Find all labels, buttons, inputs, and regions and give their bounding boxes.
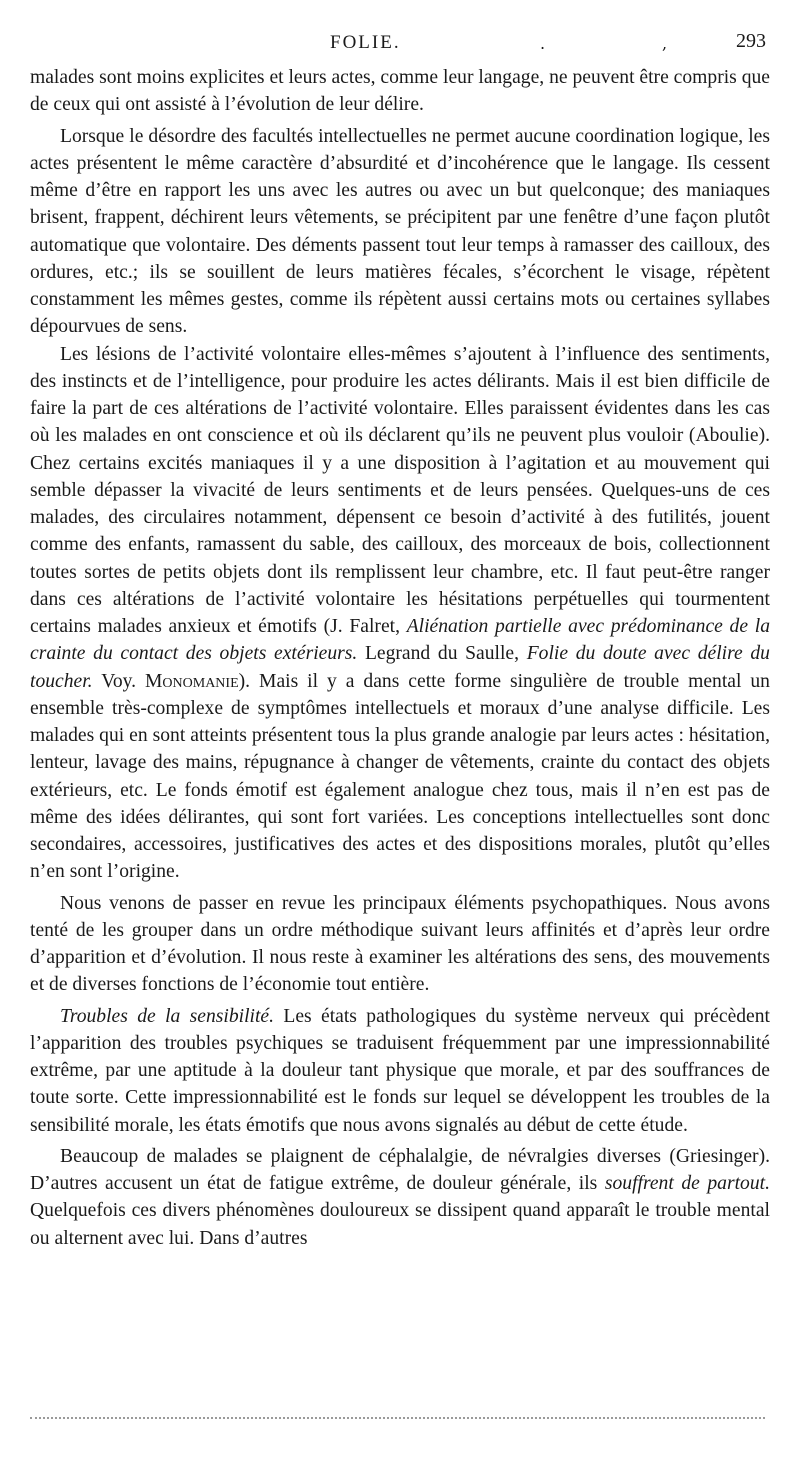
paragraph-text: ). Mais il y a dans cette forme singulière de trouble mental un ensemble très-complexe de symptômes intellectuels et moraux d’une analyse difficile. Les malades qui en sont atteints présentent tous la plus grande analogie par leurs actes : hésitation, lenteur, lavage des mains, répugnance à changer de vêtements, crainte du contact des objets extérieurs, etc. Le fonds émotif est également analogue chez tous, mais il n’en est pas de même des idées délirantes, qui sont fort variées. Les conceptions intellectuelles sont donc secondaires, accessoires, justificatives des actes et des dispositions morales, plutôt qu’elles n’en sont l’origine. xyxy=(30,670,770,883)
paragraph: Lorsque le désordre des facultés intellectuelles ne permet aucune coordination logique, les actes présentent le même caractère d’absurdité et d’incohérence que le langage. Ils cessent même d’être en rapport les uns avec les autres ou avec un but quelconque; des maniaques brisent, frappent, déchirent leurs vêtements, se précipitent par une fenêtre d’une façon plutôt automatique que volontaire. Des déments passent tout leur temps à ramasser des cailloux, des ordures, etc.; ils se souillent de leurs matières fécales, s’écorchent le visage, répètent constamment les mêmes gestes, comme ils répètent aussi certains mots ou certaines syllabes dépourvues de sens. xyxy=(30,125,770,338)
section-heading: Troubles de la sensibilité. xyxy=(60,1005,275,1027)
running-head: FOLIE. xyxy=(330,32,401,53)
emphasis: souffrent de partout. xyxy=(604,1173,770,1194)
paragraph-text: Legrand du Saulle, xyxy=(357,643,527,665)
paragraph xyxy=(30,341,770,886)
paragraph-text: Les lésions de l’activité volontaire elles-mêmes s’ajoutent à l’influence des sentiments, des instincts et de l’intelligence, pour produire les actes délirants. Mais il est bien difficile de faire la part de ces altérations de l’activité volontaire. Elles paraissent évidentes dans les cas où les malades en ont conscience et où ils déclarent qu’ils ne peuvent plus vouloir (Aboulie). Chez certains excités maniaques il y a une disposition à l’agitation et au mouvement qui semble dépasser la vivacité de leurs sentiments et de leurs pensées. Quelques-uns de ces malades, des circulaires notamment, dépensent ce besoin d’activité à des futilités, jouent comme des enfants, ramassent du sable, des cailloux, des morceaux de bois, collectionnent toutes sortes de petits objets dont ils remplissent leur chambre, etc. Il faut peut-être ranger dans ces altérations de l’activité volontaire les hésitations perpétuelles qui tourmentent certains malades anxieux et émotifs (J. Falret, xyxy=(30,343,770,637)
paragraph-text: Les états pathologiques du système nerveux qui précèdent l’apparition des troubles psychiques se traduisent fréquemment par une impressionnabilité extrême, par une aptitude à la douleur tant physique que morale, et par des souffrances de toute sorte. Cette impressionnabilité est le fonds sur lequel se développent les troubles de la sensibilité morale, les états émotifs que nous avons signalés au début de cette étude. xyxy=(30,1005,770,1136)
citation-title: Aliénation partielle avec prédominance de la crainte du contact des objets extérieurs. xyxy=(30,616,770,665)
cross-reference: Monomanie xyxy=(145,670,239,692)
body-text xyxy=(30,64,770,1252)
paragraph-text: Beaucoup de malades se plaignent de céphalalgie, de névralgies diverses (Griesinger). D’autres accusent un état de fatigue extrême, de douleur générale, ils xyxy=(30,1145,770,1194)
citation-title: Folie du doute avec délire du toucher. xyxy=(30,643,770,692)
paragraph xyxy=(30,1143,770,1252)
paragraph-text: Quelquefois ces divers phénomènes douloureux se dissipent quand apparaît le trouble mental ou alternent avec lui. Dans d’autres xyxy=(30,1200,770,1249)
print-mark: , xyxy=(662,34,668,53)
page-header xyxy=(30,30,770,56)
paragraph: Nous venons de passer en revue les principaux éléments psychopathiques. Nous avons tenté de les grouper dans un ordre méthodique suivant leurs affinités et d’après leur ordre d’apparition et d’évolution. Il nous reste à examiner les altérations des sens, des mouvements et de diverses fonctions de l’économie tout entière. xyxy=(30,892,770,996)
print-mark: . xyxy=(540,34,546,53)
paragraph xyxy=(30,1003,770,1139)
paragraph: malades sont moins explicites et leurs actes, comme leur langage, ne peuvent être compris que de ceux qui ont assisté à l’évolution de leur délire. xyxy=(30,67,770,116)
page-number: 293 xyxy=(736,30,766,52)
book-page xyxy=(30,0,770,1461)
paragraph-text: Voy. xyxy=(92,670,145,692)
footer-rule xyxy=(30,1417,765,1419)
